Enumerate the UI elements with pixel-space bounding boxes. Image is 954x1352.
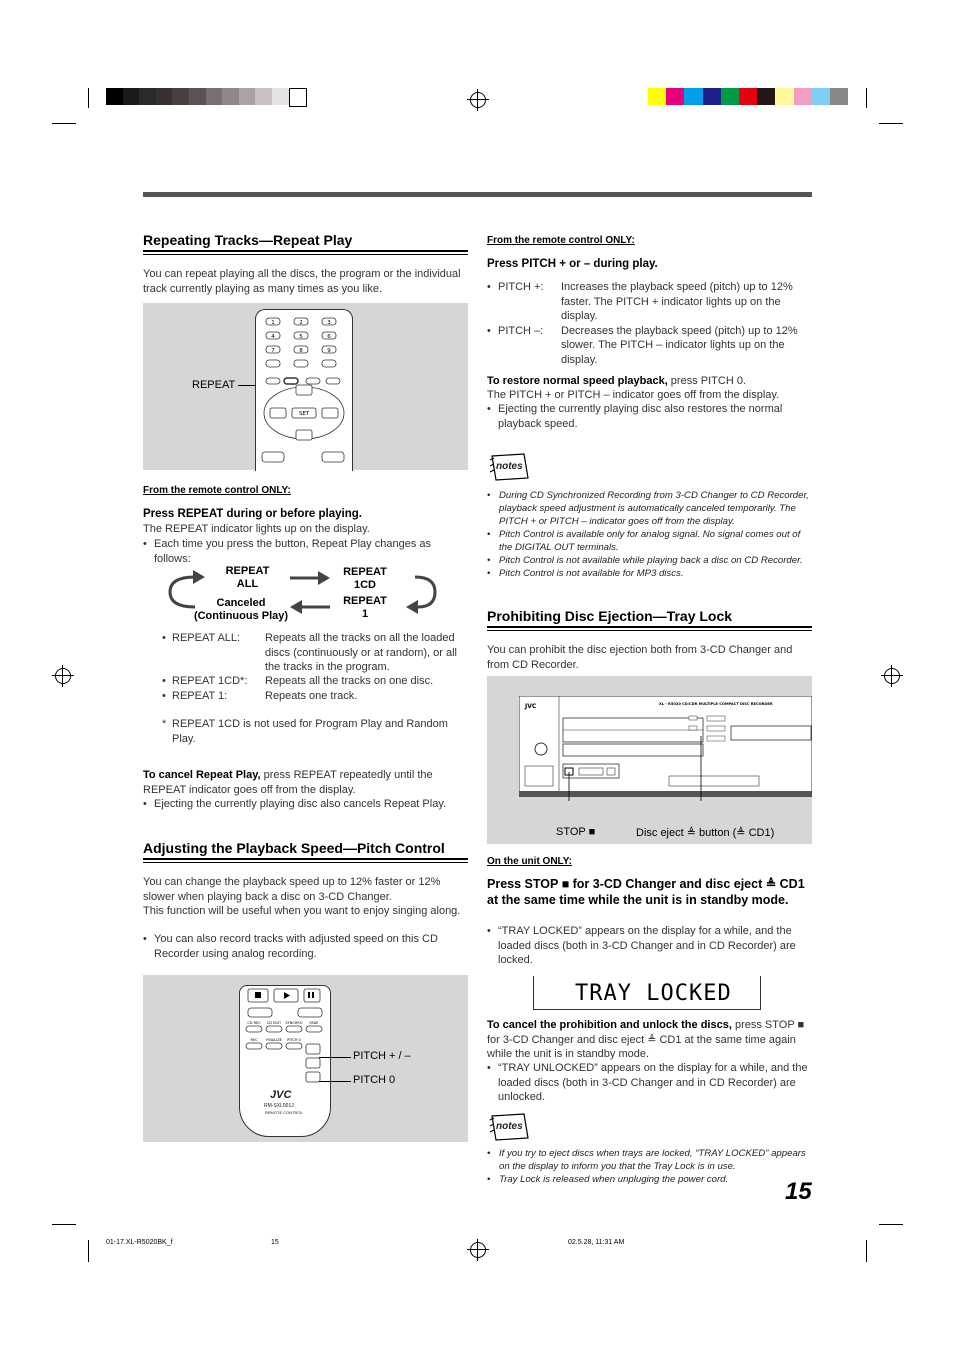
eject-cancels-bullet: • Ejecting the currently playing disc also cancels Repeat Play. bbox=[143, 798, 447, 810]
registration-mark-icon bbox=[470, 92, 486, 108]
color-swatch bbox=[721, 88, 739, 105]
press-repeat-instruction: Press REPEAT during or before playing. bbox=[143, 508, 362, 520]
cd-recorder-unit-illustration bbox=[519, 696, 812, 801]
section-title-repeat: Repeating Tracks—Repeat Play bbox=[143, 232, 468, 252]
repeat-remote-panel bbox=[143, 303, 468, 470]
repeat-mode-desc: Repeats all the tracks on all the loaded discs (continuously or at random), or all the tracks in the program. bbox=[265, 632, 457, 674]
tray-locked-bullet: • “TRAY LOCKED” appears on the display for a while, and the loaded discs (both in 3-CD Changer and in CD Recorder) are locked. bbox=[487, 925, 796, 967]
pitch-zero-label: PITCH 0 bbox=[353, 1074, 396, 1086]
restore-pitch-bullet: • Ejecting the currently playing disc also restores the normal playback speed. bbox=[487, 403, 783, 430]
color-swatch bbox=[812, 88, 830, 105]
notes-label: notes bbox=[496, 1121, 523, 1132]
pitch-intro: You can change the playback speed up to 12% faster or 12% slower when playing back a disc on 3-CD Changer. bbox=[143, 876, 441, 903]
remote-only-label: From the remote control ONLY: bbox=[487, 235, 635, 246]
footer-page: 15 bbox=[271, 1239, 279, 1246]
color-swatch bbox=[739, 88, 757, 105]
svg-text:9: 9 bbox=[327, 348, 331, 354]
color-swatch bbox=[684, 88, 702, 105]
pitch-notes-list bbox=[487, 489, 815, 580]
color-swatch bbox=[794, 88, 812, 105]
tray-locked-display bbox=[533, 976, 761, 1010]
repeat-mode-item: • REPEAT ALL: Repeats all the tracks on all the loaded discs (continuously or at random), or all the tracks in the program. bbox=[162, 631, 472, 675]
note-item: • Pitch Control is not available for MP3 discs. bbox=[487, 568, 684, 579]
display-text: TRAY LOCKED bbox=[575, 981, 732, 1006]
pitch-remote-illustration bbox=[239, 985, 331, 1137]
color-swatch bbox=[139, 88, 156, 105]
svg-text:8: 8 bbox=[299, 348, 303, 354]
svg-text:6: 6 bbox=[327, 334, 331, 340]
pitch-item: • PITCH +: Increases the playback speed (pitch) up to 12% faster. The PITCH + indicator lights up on the display. bbox=[487, 280, 812, 324]
color-swatch bbox=[648, 88, 666, 105]
remote-brand-logo: JVC bbox=[270, 1089, 292, 1101]
pitch-plus-minus-label: PITCH + / – bbox=[353, 1050, 411, 1062]
cancel-lock-text: To cancel the prohibition and unlock the discs, press STOP ■ for 3-CD Changer and disc eject ≜ CD1 at the same time again while the unit is in standby mode. bbox=[487, 1019, 805, 1061]
registration-mark-icon bbox=[470, 1242, 486, 1258]
registration-mark-icon bbox=[884, 668, 900, 684]
notes-label: notes bbox=[496, 461, 523, 472]
flow-repeat-all: REPEAT ALL bbox=[225, 565, 270, 590]
crop-mark bbox=[879, 123, 903, 124]
color-swatch bbox=[206, 88, 223, 105]
svg-text:JVC: JVC bbox=[525, 703, 537, 710]
svg-text:4: 4 bbox=[271, 334, 275, 340]
pitch-item-desc: Decreases the playback speed (pitch) up to 12% slower. The PITCH – indicator lights up on the display. bbox=[561, 324, 798, 366]
note-item: • If you try to eject discs when trays are locked, “TRAY LOCKED” appears on the display to inform you that the Tray Lock is in use. bbox=[487, 1148, 806, 1172]
repeat-callout-label: REPEAT bbox=[192, 379, 236, 391]
crop-mark bbox=[879, 1224, 903, 1225]
flow-repeat-1cd: REPEAT 1CD bbox=[343, 566, 387, 591]
svg-text:FADE: FADE bbox=[309, 1021, 319, 1025]
color-swatch bbox=[272, 88, 289, 105]
color-swatch bbox=[189, 88, 206, 105]
footer-file: 01-17.XL-R5020BK_f bbox=[106, 1239, 173, 1246]
color-swatch bbox=[703, 88, 721, 105]
repeat-mode-item: • REPEAT 1CD*: Repeats all the tracks on one disc. bbox=[162, 674, 472, 689]
color-swatch bbox=[775, 88, 793, 105]
callout-line bbox=[319, 1081, 351, 1082]
crop-mark bbox=[88, 1240, 89, 1262]
repeat-mode-key: REPEAT 1CD*: bbox=[172, 675, 248, 687]
pitch-record-bullet: • You can also record tracks with adjusted speed on this CD Recorder using analog recording. bbox=[143, 933, 438, 960]
color-swatch bbox=[830, 88, 848, 105]
crop-mark bbox=[88, 88, 89, 108]
remote-model: RM-SXL001J bbox=[264, 1103, 294, 1109]
repeat-asterisk-note: * REPEAT 1CD is not used for Program Play and Random Play. bbox=[162, 718, 448, 745]
notes-icon bbox=[488, 1112, 530, 1142]
color-swatch bbox=[666, 88, 684, 105]
pitch-item-desc: Increases the playback speed (pitch) up to 12% faster. The PITCH + indicator lights up on the display. bbox=[561, 281, 793, 323]
repeat-indicator-text: The REPEAT indicator lights up on the display. bbox=[143, 523, 370, 535]
color-swatch bbox=[123, 88, 140, 105]
repeat-mode-desc: Repeats one track. bbox=[265, 689, 358, 702]
svg-text:SYNCHRO: SYNCHRO bbox=[285, 1021, 303, 1025]
registration-mark-icon bbox=[55, 668, 71, 684]
color-swatch bbox=[239, 88, 256, 105]
remote-only-label: From the remote control ONLY: bbox=[143, 485, 291, 496]
lock-notes-list bbox=[487, 1147, 812, 1186]
notes-icon bbox=[488, 452, 530, 482]
note-item: • Pitch Control is not available while playing back a disc on CD Recorder. bbox=[487, 555, 803, 566]
section-title-tray-lock: Prohibiting Disc Ejection—Tray Lock bbox=[487, 608, 812, 628]
svg-text:FINALIZE: FINALIZE bbox=[266, 1038, 282, 1042]
repeat-mode-key: REPEAT 1: bbox=[172, 689, 228, 702]
flow-repeat-1: REPEAT 1 bbox=[343, 595, 387, 620]
remote-control-illustration bbox=[255, 309, 353, 471]
flow-canceled: Canceled (Continuous Play) bbox=[193, 597, 289, 622]
pitch-intro-2: This function will be useful when you want to enjoy singing along. bbox=[143, 905, 461, 917]
tray-lock-intro: You can prohibit the disc ejection both from 3-CD Changer and from CD Recorder. bbox=[487, 644, 793, 671]
svg-text:7: 7 bbox=[271, 348, 275, 354]
note-item: • Tray Lock is released when unpluging the power cord. bbox=[487, 1174, 729, 1185]
color-swatch bbox=[289, 88, 308, 107]
svg-text:3: 3 bbox=[327, 320, 331, 326]
remote-label: REMOTE CONTROL bbox=[265, 1110, 303, 1115]
color-swatch bbox=[255, 88, 272, 105]
color-swatch bbox=[172, 88, 189, 105]
cancel-repeat-text: To cancel Repeat Play, press REPEAT repeatedly until the REPEAT indicator goes off from the display. bbox=[143, 769, 433, 796]
svg-text:1: 1 bbox=[271, 320, 275, 326]
repeat-intro: You can repeat playing all the discs, the program or the individual track currently playing as many times as you like. bbox=[143, 268, 461, 295]
pitch-item-key: PITCH –: bbox=[498, 324, 544, 337]
section-title-pitch: Adjusting the Playback Speed—Pitch Control bbox=[143, 840, 468, 860]
header-rule bbox=[143, 192, 812, 197]
repeat-each-time-bullet: • Each time you press the button, Repeat Play changes as follows: bbox=[143, 538, 431, 565]
svg-text:PITCH 0: PITCH 0 bbox=[287, 1038, 301, 1042]
color-swatch bbox=[757, 88, 775, 105]
svg-text:SET: SET bbox=[298, 411, 310, 417]
repeat-mode-key: REPEAT ALL: bbox=[172, 632, 241, 644]
note-item: • During CD Synchronized Recording from 3-CD Changer to CD Recorder, playback speed adjustment is automatically canceled temporarily. The PITCH + or PITCH – indicator goes off from the display. bbox=[487, 490, 809, 527]
press-stop-instruction: Press STOP ■ for 3-CD Changer and disc eject ≜ CD1 at the same time while the unit is in standby mode. bbox=[487, 877, 805, 907]
unit-front-panel bbox=[487, 676, 812, 844]
flow-arrows bbox=[160, 565, 440, 625]
pitch-item: • PITCH –: Decreases the playback speed (pitch) up to 12% slower. The PITCH – indicator lights up on the display. bbox=[487, 324, 812, 368]
pitch-item-key: PITCH +: bbox=[498, 281, 544, 293]
tray-unlocked-bullet: • “TRAY UNLOCKED” appears on the display for a while, and the loaded discs (both in 3-CD Changer and in CD Recorder) are unlocked. bbox=[487, 1062, 808, 1104]
svg-text:2: 2 bbox=[299, 320, 303, 326]
crop-mark bbox=[866, 1240, 867, 1262]
note-item: • Pitch Control is available only for analog signal. No signal comes out of the DIGITAL OUT terminals. bbox=[487, 529, 801, 553]
color-swatch bbox=[222, 88, 239, 105]
svg-text:CD REC: CD REC bbox=[247, 1021, 261, 1025]
repeat-mode-desc: Repeats all the tracks on one disc. bbox=[265, 675, 434, 687]
crop-mark bbox=[866, 88, 867, 108]
unit-only-label: On the unit ONLY: bbox=[487, 856, 572, 867]
page-number: 15 bbox=[785, 1178, 812, 1205]
svg-text:5: 5 bbox=[299, 334, 303, 340]
press-pitch-instruction: Press PITCH + or – during play. bbox=[487, 258, 658, 270]
restore-pitch-text-2: The PITCH + or PITCH – indicator goes off from the display. bbox=[487, 389, 780, 401]
pitch-remote-panel bbox=[143, 975, 468, 1142]
restore-pitch-text: To restore normal speed playback, press PITCH 0. bbox=[487, 375, 746, 387]
svg-text:CD EDIT: CD EDIT bbox=[266, 1021, 282, 1025]
disc-eject-label: Disc eject ≜ button (≜ CD1) bbox=[636, 827, 775, 839]
color-swatch bbox=[156, 88, 173, 105]
svg-text:REC: REC bbox=[250, 1038, 258, 1042]
color-swatch bbox=[106, 88, 123, 105]
unit-model-text: XL - R5020 CD/CDR MULTIPLE COMPACT DISC RECORDER bbox=[659, 702, 773, 706]
crop-mark bbox=[52, 123, 76, 124]
footer-date: 02.5.28, 11:31 AM bbox=[568, 1239, 625, 1246]
callout-line bbox=[319, 1057, 351, 1058]
stop-button-label: STOP ■ bbox=[556, 826, 596, 838]
crop-mark bbox=[52, 1224, 76, 1225]
repeat-mode-item: • REPEAT 1: Repeats one track. bbox=[162, 689, 472, 704]
